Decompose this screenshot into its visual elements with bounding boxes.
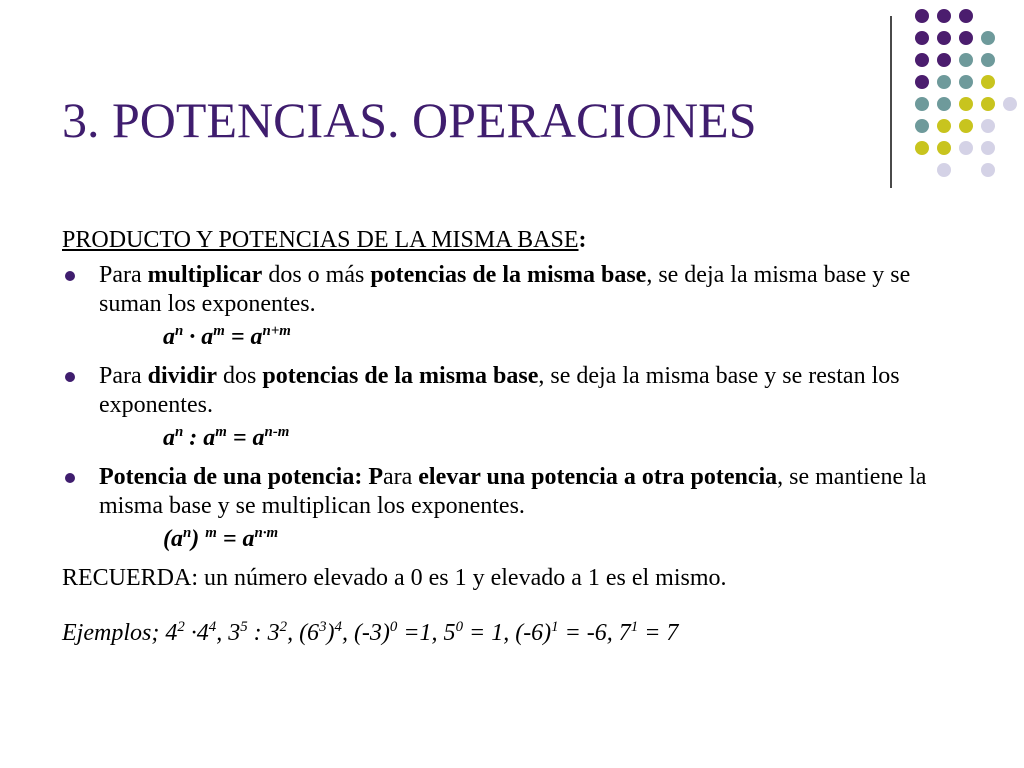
bullet-text: dos bbox=[217, 363, 263, 389]
decorative-dot-icon bbox=[981, 53, 995, 67]
slide-title: 3. POTENCIAS. OPERACIONES bbox=[62, 92, 757, 148]
section-heading bbox=[62, 226, 962, 255]
decorative-dot-icon bbox=[959, 119, 973, 133]
decorative-dot-icon bbox=[981, 141, 995, 155]
decorative-dot-icon bbox=[959, 75, 973, 89]
bullet-text: , se deja la misma base y se suman los exponentes. bbox=[99, 262, 911, 317]
decorative-dot-icon bbox=[1003, 97, 1017, 111]
decorative-dot-icon bbox=[915, 9, 929, 23]
decorative-dot-icon bbox=[937, 53, 951, 67]
decorative-dot-icon bbox=[915, 31, 929, 45]
ejemplos-line: Ejemplos; $4^2 \cdot 4^4$, $3^5$ : $3^2$, $(6^3)^4$, $(-3)^0 =1$, $5^0 = 1$, $(-6)^1 = -6$, $7^1 = 7$ bbox=[62, 619, 679, 646]
bullet-bold-text: dividir bbox=[147, 363, 218, 389]
decorative-dot-icon bbox=[981, 163, 995, 177]
decorative-dot-icon bbox=[915, 97, 929, 111]
bullet-text: dos o más bbox=[262, 262, 371, 288]
bullet-text: ara bbox=[382, 464, 419, 490]
decorative-dot-icon bbox=[915, 53, 929, 67]
section-heading-text: PRODUCTO Y POTENCIAS DE LA MISMA BASE bbox=[62, 227, 579, 253]
decorative-dot-icon bbox=[937, 9, 951, 23]
bullet-dividir bbox=[62, 362, 962, 420]
formula-potencia-de-potencia: $(a^n) ^m = a^{n\cdot m}$ bbox=[163, 525, 279, 552]
decorative-dot-icon bbox=[981, 97, 995, 111]
decorative-dot-icon bbox=[915, 141, 929, 155]
decorative-dot-icon bbox=[937, 163, 951, 177]
decorative-dot-icon bbox=[959, 31, 973, 45]
bullet-bold-text: multiplicar bbox=[147, 262, 263, 288]
decorative-dot-icon bbox=[937, 141, 951, 155]
decorative-dot-icon bbox=[937, 75, 951, 89]
bullet-multiplicar bbox=[62, 261, 962, 319]
bullet-bold-text: potencias de la misma base bbox=[370, 262, 647, 288]
decorative-dot-icon bbox=[959, 9, 973, 23]
decorative-dot-icon bbox=[915, 75, 929, 89]
decorative-dot-icon bbox=[959, 53, 973, 67]
formula-producto: $a^n \cdot a^m = a^{n+m}$ bbox=[163, 323, 291, 350]
recuerda-note: RECUERDA: un número elevado a 0 es 1 y elevado a 1 es el mismo. bbox=[62, 565, 727, 591]
decorative-dot-icon bbox=[915, 119, 929, 133]
slide-body bbox=[62, 226, 962, 648]
decorative-dot-icon bbox=[937, 97, 951, 111]
decorative-dot-icon bbox=[981, 75, 995, 89]
bullet-potencia-de-potencia bbox=[62, 463, 962, 521]
bullet-dot-icon bbox=[65, 473, 75, 483]
bullet-dot-icon bbox=[65, 372, 75, 382]
decorative-dot-icon bbox=[937, 31, 951, 45]
bullet-text: Para bbox=[99, 363, 148, 389]
bullet-dot-icon bbox=[65, 271, 75, 281]
bullet-text: , se mantiene la misma base y se multiplican los exponentes. bbox=[99, 464, 927, 519]
decorative-dot-icon bbox=[981, 31, 995, 45]
section-heading-colon: : bbox=[578, 227, 587, 253]
bullet-bold-text: elevar una potencia a otra potencia bbox=[418, 464, 778, 490]
decorative-dot-icon bbox=[981, 119, 995, 133]
decorative-dot-icon bbox=[937, 119, 951, 133]
bullet-bold-text: potencias de la misma base bbox=[262, 363, 539, 389]
bullet-text: , se deja la misma base y se restan los exponentes. bbox=[99, 363, 900, 418]
title-divider-line bbox=[890, 16, 892, 188]
bullet-bold-text: Potencia de una potencia: P bbox=[99, 464, 383, 490]
decorative-dot-icon bbox=[959, 141, 973, 155]
formula-cociente: $a^n$ : $a^m = a^{n-m}$ bbox=[163, 424, 290, 451]
decorative-dot-icon bbox=[959, 97, 973, 111]
bullet-text: Para bbox=[99, 262, 148, 288]
